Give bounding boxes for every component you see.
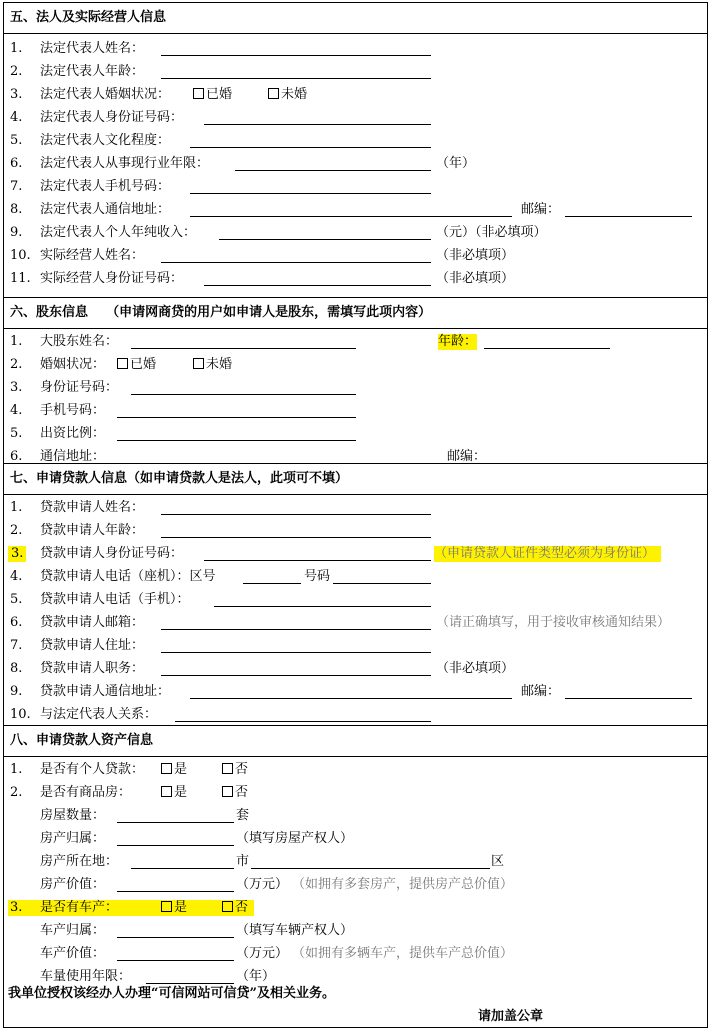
yes-option[interactable] — [161, 900, 187, 916]
house-owner-input-line[interactable] — [117, 845, 234, 846]
field-label: 法定代表人个人年纯收入： — [40, 225, 197, 240]
optional-note: （非必填项） — [436, 248, 515, 263]
row-number: 1. — [10, 334, 23, 349]
checkbox-icon[interactable] — [161, 901, 172, 912]
field-label: 贷款申请人通信地址： — [40, 684, 171, 699]
area-code-input-line[interactable] — [243, 583, 301, 584]
row-number: 1. — [10, 41, 23, 56]
name-input-line[interactable] — [161, 514, 431, 515]
field-label: 法定代表人身份证号码： — [40, 110, 184, 125]
district-label: 区 — [491, 854, 505, 869]
section-applicant — [3, 464, 708, 726]
row-number: 7. — [10, 179, 23, 194]
id-input-line[interactable] — [204, 124, 431, 125]
field-label: 法定代表人手机号码： — [40, 179, 171, 194]
car-value-input-line[interactable] — [117, 960, 234, 961]
form-row — [4, 681, 707, 704]
age-input-line[interactable] — [161, 78, 431, 79]
field-label: 车产归属： — [40, 923, 106, 938]
field-label: 实际经营人姓名： — [40, 248, 145, 263]
unit-text: （元）（非必填项） — [436, 225, 547, 240]
form-row — [4, 268, 707, 291]
no-option[interactable] — [222, 785, 248, 801]
field-label: 法定代表人姓名： — [40, 41, 145, 56]
field-label: 是否有个人贷款： — [40, 762, 145, 777]
row-number: 3. — [8, 546, 26, 562]
checkbox-icon[interactable] — [193, 88, 204, 99]
field-label: 贷款申请人职务： — [40, 661, 145, 676]
age-label: 年龄： — [438, 334, 478, 349]
form-row — [4, 84, 707, 107]
seal-instruction: 请加盖公章 — [478, 1009, 544, 1024]
mobile-input-line[interactable] — [214, 606, 431, 607]
authorization-statement: 我单位授权该经办人办理“可信网站可信贷”及相关业务。 — [8, 986, 335, 1001]
checkbox-icon[interactable] — [193, 358, 204, 369]
hint-text: （填写车辆产权人） — [236, 923, 354, 938]
option-label: 否 — [235, 785, 249, 800]
age-input-line[interactable] — [161, 537, 431, 538]
field-label: 是否有车产： — [40, 900, 119, 915]
section-note: （申请网商贷的用户如申请人是股东，需填写此项内容） — [106, 305, 432, 320]
section-legal-rep — [3, 2, 708, 298]
field-label: 贷款申请人身份证号码： — [40, 546, 184, 561]
field-label: 法定代表人文化程度： — [40, 133, 171, 148]
form-row — [4, 897, 707, 920]
field-label: 房屋数量： — [40, 808, 106, 823]
id-input-line[interactable] — [131, 394, 356, 395]
field-label: 贷款申请人电话（手机）： — [40, 592, 190, 607]
unit-text: （年） — [436, 156, 476, 171]
field-label: 房产价值： — [40, 877, 106, 892]
form-row — [4, 828, 707, 851]
option-label: 未婚 — [281, 87, 308, 102]
unit-text: （万元） — [236, 946, 289, 961]
id-type-note: （申请贷款人证件类型必须为身份证） — [434, 546, 661, 562]
postcode-label: 邮编： — [447, 449, 487, 464]
checkbox-icon[interactable] — [222, 786, 233, 797]
married-option[interactable] — [193, 87, 232, 103]
operator-id-input-line[interactable] — [204, 285, 431, 286]
field-label: 贷款申请人电话（座机）：区号 — [40, 569, 216, 584]
option-label: 已婚 — [206, 87, 233, 102]
field-label: 法定代表人年龄： — [40, 64, 145, 79]
form-row — [4, 782, 707, 805]
checkbox-icon[interactable] — [161, 763, 172, 774]
row-number: 5. — [10, 592, 23, 607]
shareholder-name-input-line[interactable] — [131, 348, 356, 349]
unmarried-option[interactable] — [268, 87, 307, 103]
form-row — [4, 377, 707, 400]
row-number: 7. — [10, 638, 23, 653]
application-form-page — [3, 2, 708, 1028]
position-input-line[interactable] — [161, 675, 431, 676]
field-label: 大股东姓名： — [40, 334, 119, 349]
form-row — [4, 520, 707, 543]
row-number: 3. — [10, 87, 23, 102]
field-label: 贷款申请人姓名： — [40, 500, 145, 515]
form-row — [4, 153, 707, 176]
field-label: 出资比例： — [40, 426, 106, 441]
form-row — [4, 497, 707, 520]
unmarried-option[interactable] — [193, 357, 232, 373]
form-row — [4, 851, 707, 874]
section-title: 五、法人及实际经营人信息 — [4, 3, 707, 34]
email-input-line[interactable] — [161, 629, 431, 630]
option-label: 是 — [174, 900, 188, 915]
form-row — [4, 423, 707, 446]
row-number: 11. — [10, 271, 31, 286]
row-number: 2. — [10, 785, 23, 800]
row-number: 9. — [10, 684, 23, 699]
field-label: 与法定代表人关系： — [40, 707, 158, 722]
checkbox-icon[interactable] — [268, 88, 279, 99]
row-number: 9. — [10, 225, 23, 240]
id-input-line[interactable] — [204, 560, 431, 561]
row-number: 4. — [10, 403, 23, 418]
field-label: 通信地址： — [40, 449, 106, 464]
checkbox-icon[interactable] — [222, 763, 233, 774]
row-number: 4. — [10, 569, 23, 584]
postcode-input-line[interactable] — [565, 698, 692, 699]
married-option[interactable] — [117, 357, 156, 373]
no-option[interactable] — [222, 900, 248, 916]
field-label: 贷款申请人年龄： — [40, 523, 145, 538]
checkbox-icon[interactable] — [222, 901, 233, 912]
field-label: 手机号码： — [40, 403, 106, 418]
section-shareholder — [3, 298, 708, 464]
option-label: 是 — [174, 762, 188, 777]
row-number: 2. — [10, 523, 23, 538]
years-input-line[interactable] — [235, 170, 431, 171]
relation-input-line[interactable] — [175, 721, 431, 722]
field-label: 贷款申请人邮箱： — [40, 615, 145, 630]
checkbox-icon[interactable] — [117, 358, 128, 369]
mobile-input-line[interactable] — [117, 417, 356, 418]
row-number: 2. — [10, 357, 23, 372]
unit-text: 套 — [236, 808, 250, 823]
field-label: 法定代表人婚姻状况： — [40, 87, 171, 102]
no-option[interactable] — [222, 762, 248, 778]
row-number: 3. — [10, 380, 23, 395]
form-row — [4, 589, 707, 612]
field-label: 房产归属： — [40, 831, 106, 846]
row-number: 6. — [10, 449, 23, 464]
option-label: 否 — [235, 762, 249, 777]
house-count-input-line[interactable] — [117, 822, 234, 823]
field-label: 是否有商品房： — [40, 785, 132, 800]
optional-note: （非必填项） — [436, 661, 515, 676]
row-number: 8. — [10, 202, 23, 217]
form-row — [4, 38, 707, 61]
form-row — [4, 61, 707, 84]
education-input-line[interactable] — [190, 147, 431, 148]
form-row — [4, 635, 707, 658]
option-label: 未婚 — [206, 357, 233, 372]
section-title: 七、申请贷款人信息（如申请贷款人是法人，此项可不填） — [4, 464, 707, 495]
form-row — [4, 245, 707, 268]
form-row — [4, 874, 707, 897]
share-ratio-input-line[interactable] — [117, 440, 356, 441]
hint-text: （如拥有多辆车产，提供车产总价值） — [292, 946, 514, 961]
row-number: 5. — [10, 426, 23, 441]
house-value-input-line[interactable] — [117, 891, 234, 892]
age-input-line[interactable] — [484, 348, 610, 349]
yes-option[interactable] — [161, 785, 187, 801]
option-label: 是 — [174, 785, 188, 800]
form-row — [4, 400, 707, 423]
postcode-input-line[interactable] — [565, 216, 692, 217]
form-row — [4, 805, 707, 828]
form-row — [4, 704, 707, 727]
number-label: 号码 — [304, 569, 331, 584]
row-number: 5. — [10, 133, 23, 148]
address-input-line[interactable] — [190, 698, 512, 699]
option-label: 已婚 — [130, 357, 157, 372]
car-owner-input-line[interactable] — [117, 937, 234, 938]
field-label: 法定代表人从事现行业年限： — [40, 156, 210, 171]
field-label: 实际经营人身份证号码： — [40, 271, 184, 286]
form-row — [4, 658, 707, 681]
row-number: 6. — [10, 156, 23, 171]
postcode-label: 邮编： — [521, 202, 561, 217]
name-input-line[interactable] — [161, 55, 431, 56]
row-number: 1. — [10, 500, 23, 515]
checkbox-icon[interactable] — [161, 786, 172, 797]
form-row — [4, 354, 707, 377]
field-label: 法定代表人通信地址： — [40, 202, 171, 217]
form-row — [4, 331, 707, 354]
address-input-line[interactable] — [190, 216, 512, 217]
unit-text: （万元） — [236, 877, 289, 892]
row-number: 4. — [10, 110, 23, 125]
row-number: 3. — [10, 900, 23, 915]
field-label: 婚姻状况： — [40, 357, 106, 372]
yes-option[interactable] — [161, 762, 187, 778]
form-row — [4, 920, 707, 943]
form-row — [4, 612, 707, 635]
option-label: 否 — [235, 900, 249, 915]
field-label: 身份证号码： — [40, 380, 119, 395]
section-title: 八、申请贷款人资产信息 — [4, 726, 707, 757]
house-city-input-line[interactable] — [131, 868, 234, 869]
email-note: （请正确填写，用于接收审核通知结果） — [436, 615, 671, 630]
row-number: 1. — [10, 762, 23, 777]
hint-text: （如拥有多套房产，提供房产总价值） — [292, 877, 514, 892]
section-assets — [3, 726, 708, 1028]
income-input-line[interactable] — [219, 239, 431, 240]
form-row — [4, 130, 707, 153]
house-district-input-line[interactable] — [251, 868, 490, 869]
operator-name-input-line[interactable] — [161, 262, 431, 263]
hint-text: （填写房屋产权人） — [236, 831, 354, 846]
field-label: 房产所在地： — [40, 854, 119, 869]
row-number: 10. — [10, 248, 31, 263]
form-row — [4, 107, 707, 130]
residence-input-line[interactable] — [161, 652, 431, 653]
city-label: 市 — [236, 854, 250, 869]
form-row — [4, 176, 707, 199]
form-row — [4, 199, 707, 222]
row-number: 10. — [10, 707, 31, 722]
field-label: 车量使用年限： — [40, 969, 132, 984]
form-row — [4, 222, 707, 245]
form-row — [4, 543, 707, 566]
row-number: 6. — [10, 615, 23, 630]
field-label: 贷款申请人住址： — [40, 638, 145, 653]
form-row — [4, 566, 707, 589]
section-title-text: 六、股东信息 — [10, 305, 89, 320]
mobile-input-line[interactable] — [190, 193, 431, 194]
form-row — [4, 943, 707, 966]
field-label: 车产价值： — [40, 946, 106, 961]
row-number: 8. — [10, 661, 23, 676]
form-row — [4, 759, 707, 782]
section-title — [4, 298, 707, 329]
optional-note: （非必填项） — [436, 271, 515, 286]
unit-text: （年） — [236, 969, 276, 984]
phone-input-line[interactable] — [333, 583, 431, 584]
postcode-label: 邮编： — [521, 684, 561, 699]
row-number: 2. — [10, 64, 23, 79]
